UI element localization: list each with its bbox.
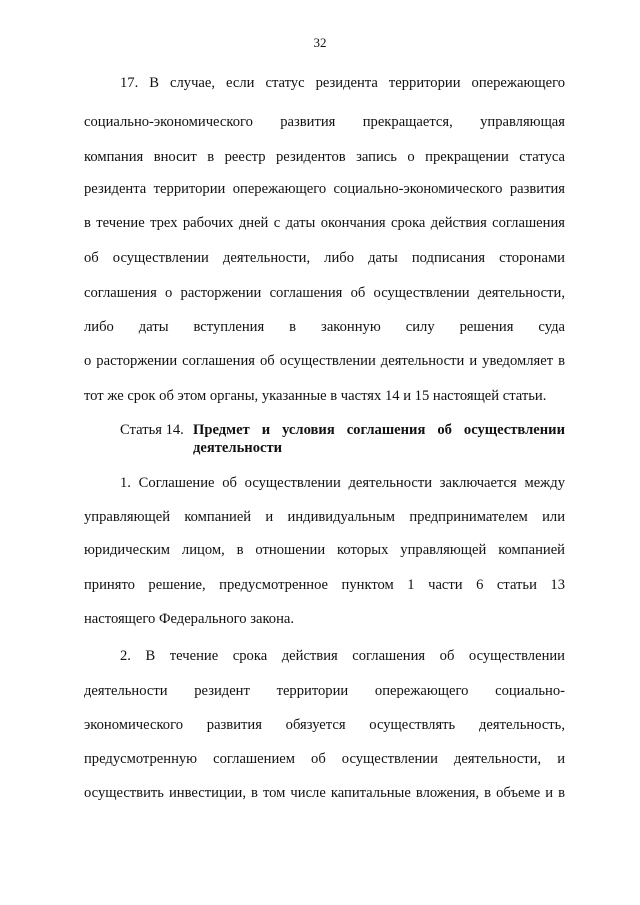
- para2-line-3: экономического развития обязуется осуществлять деятельность,: [84, 717, 565, 733]
- para2-line-2: деятельности резидент территории опережающего социально-: [84, 683, 565, 699]
- para1-line-1: 1. Соглашение об осуществлении деятельности заключается между: [120, 475, 565, 491]
- para17-line-1: 17. В случае, если статус резидента территории опережающего: [120, 75, 565, 91]
- para17-line-4: резидента территории опережающего социально-экономического развития: [84, 181, 565, 197]
- para17-line-8: либо даты вступления в законную силу решения суда: [84, 319, 565, 335]
- para1-line-3: юридическим лицом, в отношении которых управляющей компанией: [84, 542, 565, 558]
- page-number: 32: [313, 35, 327, 50]
- para2-line-5: осуществить инвестиции, в том числе капитальные вложения, в объеме и в: [84, 785, 565, 801]
- para1-line-4: принято решение, предусмотренное пунктом 1 части 6 статьи 13: [84, 577, 565, 593]
- para2-line-4: предусмотренную соглашением об осуществлении деятельности, и: [84, 751, 565, 767]
- article-title-line-2: деятельности: [193, 440, 283, 456]
- para1-line-2: управляющей компанией и индивидуальным предпринимателем или: [84, 509, 565, 525]
- para17-line-10: тот же срок об этом органы, указанные в частях 14 и 15 настоящей статьи.: [84, 388, 547, 404]
- para17-line-9: о расторжении соглашения об осуществлении деятельности и уведомляет в: [84, 353, 565, 369]
- article-label: Статья 14.: [120, 422, 184, 438]
- para17-line-2: социально-экономического развития прекращается, управляющая: [84, 114, 565, 130]
- para17-line-5: в течение трех рабочих дней с даты окончания срока действия соглашения: [84, 215, 565, 231]
- para1-line-5: настоящего Федерального закона.: [84, 611, 295, 627]
- article-title: [193, 421, 565, 457]
- article-title-line-1: Предмет и условия соглашения об осуществлении: [193, 422, 565, 438]
- para17-line-7: соглашения о расторжении соглашения об осуществлении деятельности,: [84, 285, 565, 301]
- para17-line-6: об осуществлении деятельности, либо даты подписания сторонами: [84, 250, 565, 266]
- para17-line-3: компания вносит в реестр резидентов запись о прекращении статуса: [84, 149, 565, 165]
- para2-line-1: 2. В течение срока действия соглашения об осуществлении: [120, 648, 565, 664]
